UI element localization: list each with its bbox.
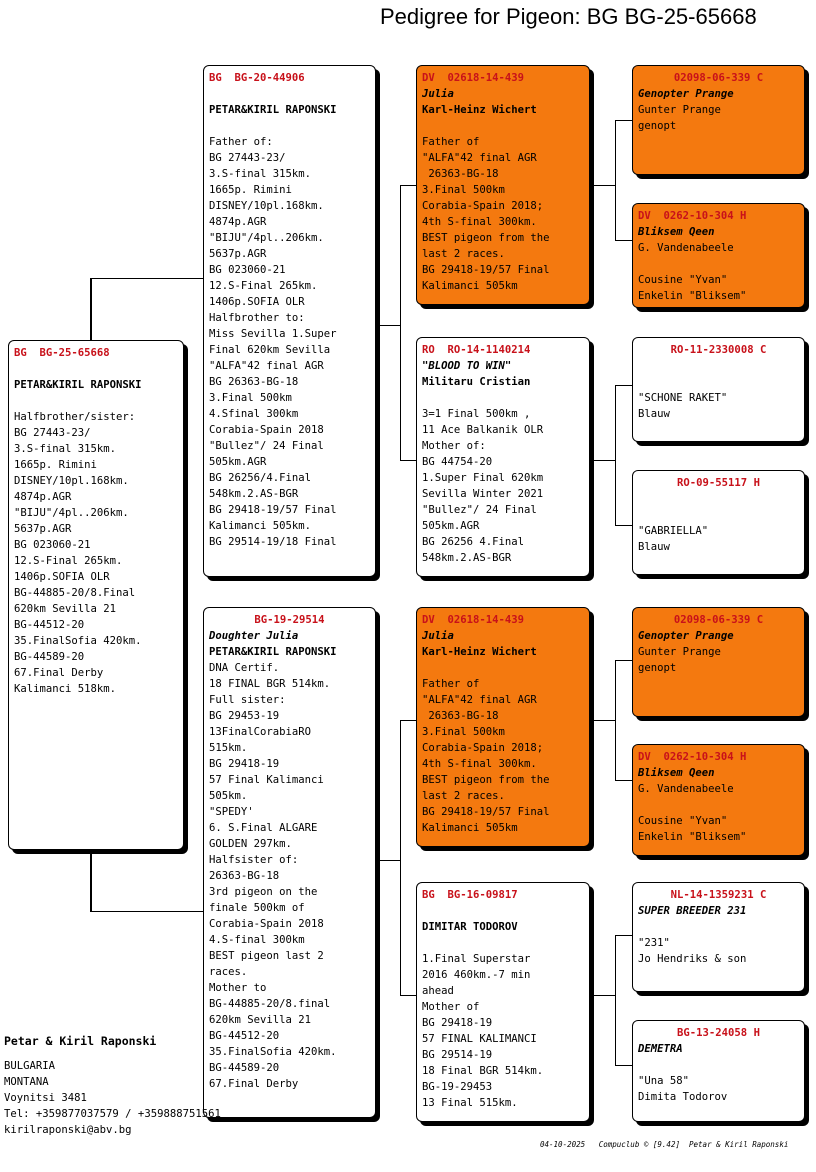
info-line: 620km Sevilla 21: [14, 603, 117, 615]
connector-line: [615, 120, 632, 121]
info-line: G. Vandenabeele: [638, 242, 734, 254]
connector-line: [400, 995, 416, 996]
info-line: Gunter Prange: [638, 646, 721, 658]
ring-number: BG BG-16-09817: [422, 889, 518, 901]
dam-sire-card[interactable]: [416, 607, 590, 847]
info-line: Sevilla Winter 2021: [422, 488, 544, 500]
info-line: "Bullez"/ 24 Final: [422, 504, 537, 516]
info-line: Blauw: [638, 408, 670, 420]
pigeon-name: DEMETRA: [638, 1043, 683, 1055]
info-line: "Una 58": [638, 1075, 690, 1087]
ring-number: BG-13-24058 H: [677, 1027, 760, 1039]
info-line: last 2 races.: [422, 790, 505, 802]
info-line: Cousine "Yvan": [638, 274, 728, 286]
info-line: 5637p.AGR: [209, 248, 267, 260]
info-line: 3.S-final 315km.: [209, 168, 312, 180]
info-line: 3=1 Final 500km ,: [422, 408, 531, 420]
info-line: 505km.AGR: [422, 520, 480, 532]
info-line: [638, 919, 799, 935]
info-line: 57 Final Kalimanci: [209, 774, 324, 786]
connector-line: [590, 185, 615, 186]
info-line: "231": [638, 937, 670, 949]
info-line: ahead: [422, 985, 454, 997]
pigeon-name: Bliksem Qeen: [638, 767, 715, 779]
dss-card[interactable]: [632, 607, 805, 717]
connector-line: [615, 935, 632, 936]
info-line: Miss Sevilla 1.Super: [209, 328, 337, 340]
info-line: 1.Final Superstar: [422, 953, 531, 965]
breeder-address: Voynitsi 3481: [4, 1092, 87, 1104]
info-line: BG 29514-19: [422, 1049, 493, 1061]
info-line: Enkelin "Bliksem": [638, 831, 747, 843]
sss-card[interactable]: [632, 65, 805, 175]
subject-pigeon-card[interactable]: [8, 340, 184, 850]
ring-number: RO-09-55117 H: [677, 477, 760, 489]
info-line: races.: [209, 966, 248, 978]
sire-sire-card[interactable]: [416, 65, 590, 305]
info-line: 5637p.AGR: [14, 523, 72, 535]
connector-line: [615, 385, 616, 525]
info-line: [638, 507, 799, 523]
info-line: Final 620km Sevilla: [209, 344, 331, 356]
info-line: BG 26363-BG-18: [209, 376, 299, 388]
info-line: [422, 935, 584, 951]
info-line: 35.FinalSofia 420km.: [14, 635, 142, 647]
info-line: Father of:: [209, 136, 273, 148]
info-line: 3.S-final 315km.: [14, 443, 117, 455]
spacer: [209, 86, 370, 102]
breeder-region: MONTANA: [4, 1076, 49, 1088]
info-line: BG-44512-20: [14, 619, 85, 631]
info-line: [422, 118, 584, 134]
info-line: 12.S-Final 265km.: [209, 280, 318, 292]
info-line: 620km Sevilla 21: [209, 1014, 312, 1026]
info-line: BG-44512-20: [209, 1030, 280, 1042]
ring-number: DV 0262-10-304 H: [638, 751, 747, 763]
info-line: 1665p. Rimini: [14, 459, 97, 471]
info-line: Kalimanci 505km.: [209, 520, 312, 532]
info-line: BG-44589-20: [209, 1062, 280, 1074]
connector-line: [376, 860, 400, 861]
info-line: [14, 393, 178, 409]
connector-line: [590, 720, 615, 721]
info-line: 4874p.AGR: [14, 491, 72, 503]
info-line: BG 27443-23/: [209, 152, 286, 164]
connector-line: [615, 120, 616, 240]
info-line: genopt: [638, 120, 677, 132]
info-line: Halfbrother/sister:: [14, 411, 136, 423]
connector-line: [615, 935, 616, 1065]
info-line: DISNEY/10pl.168km.: [209, 200, 324, 212]
info-line: Full sister:: [209, 694, 286, 706]
info-line: Enkelin "Bliksem": [638, 290, 747, 302]
sire-card[interactable]: [203, 65, 376, 577]
info-line: [422, 390, 584, 406]
pigeon-name: Bliksem Qeen: [638, 226, 715, 238]
info-line: 515km.: [209, 742, 248, 754]
info-line: 26363-BG-18: [422, 710, 499, 722]
pigeon-name: Genopter Prange: [638, 88, 734, 100]
breeder-phone: Tel: +359877037579 / +359888751561: [4, 1108, 221, 1120]
info-line: BG 023060-21: [209, 264, 286, 276]
info-line: genopt: [638, 662, 677, 674]
info-line: 548km.2.AS-BGR: [422, 552, 512, 564]
ring-number: RO RO-14-1140214: [422, 344, 531, 356]
info-line: BEST pigeon last 2: [209, 950, 324, 962]
info-line: 1406p.SOFIA OLR: [209, 296, 305, 308]
info-line: G. Vandenabeele: [638, 783, 734, 795]
info-line: BG 29418-19/57 Final: [422, 264, 550, 276]
info-line: "Bullez"/ 24 Final: [209, 440, 324, 452]
owner-name: PETAR&KIRIL RAPONSKI: [209, 646, 337, 658]
info-line: Corabia-Spain 2018: [209, 918, 324, 930]
breeder-contact: [4, 1058, 221, 1138]
info-line: 26363-BG-18: [209, 870, 280, 882]
info-line: [638, 1057, 799, 1073]
pigeon-name: "BLOOD TO WIN": [422, 360, 512, 372]
info-line: last 2 races.: [422, 248, 505, 260]
ring-number: RO-11-2330008 C: [670, 344, 767, 356]
info-line: Corabia-Spain 2018;: [422, 200, 544, 212]
connector-line: [615, 660, 632, 661]
print-info: 04-10-2025 Compuclub © [9.42] Petar & Kiril Raponski: [540, 1140, 789, 1149]
info-line: finale 500km of: [209, 902, 305, 914]
sire-dam-card[interactable]: [416, 337, 590, 577]
info-line: BEST pigeon from the: [422, 232, 550, 244]
sds-card[interactable]: [632, 337, 805, 442]
info-line: "ALFA"42 final AGR: [209, 360, 324, 372]
dam-card[interactable]: [203, 607, 376, 1118]
info-line: BG 29418-19/57 Final: [422, 806, 550, 818]
ring-number: 02098-06-339 C: [673, 614, 764, 626]
info-line: 3.Final 500km: [209, 392, 292, 404]
info-line: BG-44589-20: [14, 651, 85, 663]
connector-line: [400, 185, 401, 460]
info-line: 35.FinalSofia 420km.: [209, 1046, 337, 1058]
connector-line: [615, 660, 616, 780]
info-line: Kalimanci 505km: [422, 822, 518, 834]
info-line: BG 26256 4.Final: [422, 536, 525, 548]
page-title: Pedigree for Pigeon: BG BG-25-65668: [380, 4, 757, 29]
info-line: 1406p.SOFIA OLR: [14, 571, 110, 583]
info-line: 57 FINAL KALIMANCI: [422, 1033, 537, 1045]
info-line: BG 29514-19/18 Final: [209, 536, 337, 548]
info-line: Mother of:: [422, 440, 486, 452]
connector-line: [376, 325, 400, 326]
info-line: BEST pigeon from the: [422, 774, 550, 786]
ring-number: BG BG-20-44906: [209, 72, 305, 84]
info-line: BG 44754-20: [422, 456, 493, 468]
info-line: 67.Final Derby: [14, 667, 104, 679]
ssd-card[interactable]: [632, 203, 805, 308]
info-line: Halfsister of:: [209, 854, 299, 866]
connector-line: [615, 240, 632, 241]
info-line: 4874p.AGR: [209, 216, 267, 228]
info-line: GOLDEN 297km.: [209, 838, 292, 850]
pigeon-name: SUPER BREEDER 231: [638, 905, 747, 917]
dds-card[interactable]: [632, 882, 805, 992]
pigeon-name: Doughter Julia: [209, 630, 299, 642]
info-line: [638, 358, 799, 374]
info-line: 26363-BG-18: [422, 168, 499, 180]
dsd-card[interactable]: [632, 744, 805, 856]
info-line: "ALFA"42 final AGR: [422, 152, 537, 164]
info-line: 18 Final BGR 514km.: [422, 1065, 544, 1077]
info-line: Father of: [422, 136, 480, 148]
owner-name: PETAR&KIRIL RAPONSKI: [14, 379, 142, 391]
info-line: 548km.2.AS-BGR: [209, 488, 299, 500]
info-line: BG-19-29453: [422, 1081, 493, 1093]
info-line: 12.S-Final 265km.: [14, 555, 123, 567]
info-line: 1.Super Final 620km: [422, 472, 544, 484]
info-line: BG 29418-19/57 Final: [209, 504, 337, 516]
info-line: Corabia-Spain 2018;: [422, 742, 544, 754]
connector-line: [90, 278, 204, 279]
connector-line: [90, 278, 92, 340]
info-line: "SCHONE RAKET": [638, 392, 728, 404]
spacer: [422, 903, 584, 919]
info-line: [638, 374, 799, 390]
owner-name: DIMITAR TODOROV: [422, 921, 518, 933]
connector-line: [400, 720, 416, 721]
breeder-name: Petar & Kiril Raponski: [4, 1034, 157, 1048]
info-line: DNA Certif.: [209, 662, 280, 674]
info-line: BG 023060-21: [14, 539, 91, 551]
info-line: 13FinalCorabiaRO: [209, 726, 312, 738]
info-line: 67.Final Derby: [209, 1078, 299, 1090]
connector-line: [400, 460, 416, 461]
connector-line: [90, 850, 92, 912]
connector-line: [615, 780, 632, 781]
info-line: 3.Final 500km: [422, 184, 505, 196]
connector-line: [615, 525, 632, 526]
info-line: 11 Ace Balkanik OLR: [422, 424, 544, 436]
info-line: "SPEDY': [209, 806, 254, 818]
info-line: 13 Final 515km.: [422, 1097, 518, 1109]
info-line: 6. S.Final ALGARE: [209, 822, 318, 834]
info-line: BG 29418-19: [209, 758, 280, 770]
info-line: 18 FINAL BGR 514km.: [209, 678, 331, 690]
info-line: Father of: [422, 678, 480, 690]
info-line: Kalimanci 518km.: [14, 683, 117, 695]
info-line: BG 26256/4.Final: [209, 472, 312, 484]
ring-number: DV 02618-14-439: [422, 72, 525, 84]
connector-line: [400, 720, 401, 995]
ring-number: NL-14-1359231 C: [670, 889, 767, 901]
pigeon-name: Julia: [422, 88, 454, 100]
sdd-card[interactable]: [632, 470, 805, 575]
connector-line: [590, 460, 615, 461]
info-line: 3.Final 500km: [422, 726, 505, 738]
connector-line: [400, 185, 416, 186]
connector-line: [615, 385, 632, 386]
info-line: Corabia-Spain 2018: [209, 424, 324, 436]
info-line: DISNEY/10pl.168km.: [14, 475, 129, 487]
owner-name: Militaru Cristian: [422, 376, 531, 388]
info-line: "GABRIELLA": [638, 525, 709, 537]
info-line: Cousine "Yvan": [638, 815, 728, 827]
ring-number: BG-19-29514: [254, 614, 325, 626]
info-line: 1665p. Rimini: [209, 184, 292, 196]
breeder-email[interactable]: kirilraponski@abv.bg: [4, 1124, 132, 1136]
connector-line: [590, 995, 615, 996]
owner-name: Karl-Heinz Wichert: [422, 104, 537, 116]
info-line: 4th S-final 300km.: [422, 216, 537, 228]
info-line: Mother to: [209, 982, 267, 994]
spacer: [14, 361, 178, 377]
connector-line: [615, 1065, 632, 1066]
info-line: Gunter Prange: [638, 104, 721, 116]
info-line: [638, 491, 799, 507]
owner-name: Karl-Heinz Wichert: [422, 646, 537, 658]
info-line: 505km.AGR: [209, 456, 267, 468]
info-line: [638, 256, 799, 272]
info-line: 3rd pigeon on the: [209, 886, 318, 898]
info-line: 2016 460km.-7 min: [422, 969, 531, 981]
info-line: BG-44885-20/8.Final: [14, 587, 136, 599]
ring-number: 02098-06-339 C: [673, 72, 764, 84]
info-line: BG 29418-19: [422, 1017, 493, 1029]
info-line: [638, 797, 799, 813]
info-line: BG 29453-19: [209, 710, 280, 722]
ddd-card[interactable]: [632, 1020, 805, 1122]
pigeon-name: Genopter Prange: [638, 630, 734, 642]
ring-number: DV 0262-10-304 H: [638, 210, 747, 222]
info-line: Jo Hendriks & son: [638, 953, 747, 965]
info-line: [209, 118, 370, 134]
owner-name: PETAR&KIRIL RAPONSKI: [209, 104, 337, 116]
breeder-country: BULGARIA: [4, 1060, 56, 1072]
info-line: "ALFA"42 final AGR: [422, 694, 537, 706]
info-line: Kalimanci 505km: [422, 280, 518, 292]
ring-number: DV 02618-14-439: [422, 614, 525, 626]
info-line: "BIJU"/4pl..206km.: [209, 232, 324, 244]
info-line: Mother of: [422, 1001, 480, 1013]
info-line: "BIJU"/4pl..206km.: [14, 507, 129, 519]
info-line: Halfbrother to:: [209, 312, 305, 324]
info-line: BG-44885-20/8.final: [209, 998, 331, 1010]
info-line: Dimita Todorov: [638, 1091, 728, 1103]
ring-number: BG BG-25-65668: [14, 347, 110, 359]
info-line: [422, 660, 584, 676]
pigeon-name: Julia: [422, 630, 454, 642]
connector-line: [90, 911, 204, 912]
info-line: BG 27443-23/: [14, 427, 91, 439]
info-line: 4th S-final 300km.: [422, 758, 537, 770]
info-line: Blauw: [638, 541, 670, 553]
info-line: 4.S-final 300km: [209, 934, 305, 946]
dam-dam-card[interactable]: [416, 882, 590, 1122]
info-line: 4.Sfinal 300km: [209, 408, 299, 420]
info-line: 505km.: [209, 790, 248, 802]
